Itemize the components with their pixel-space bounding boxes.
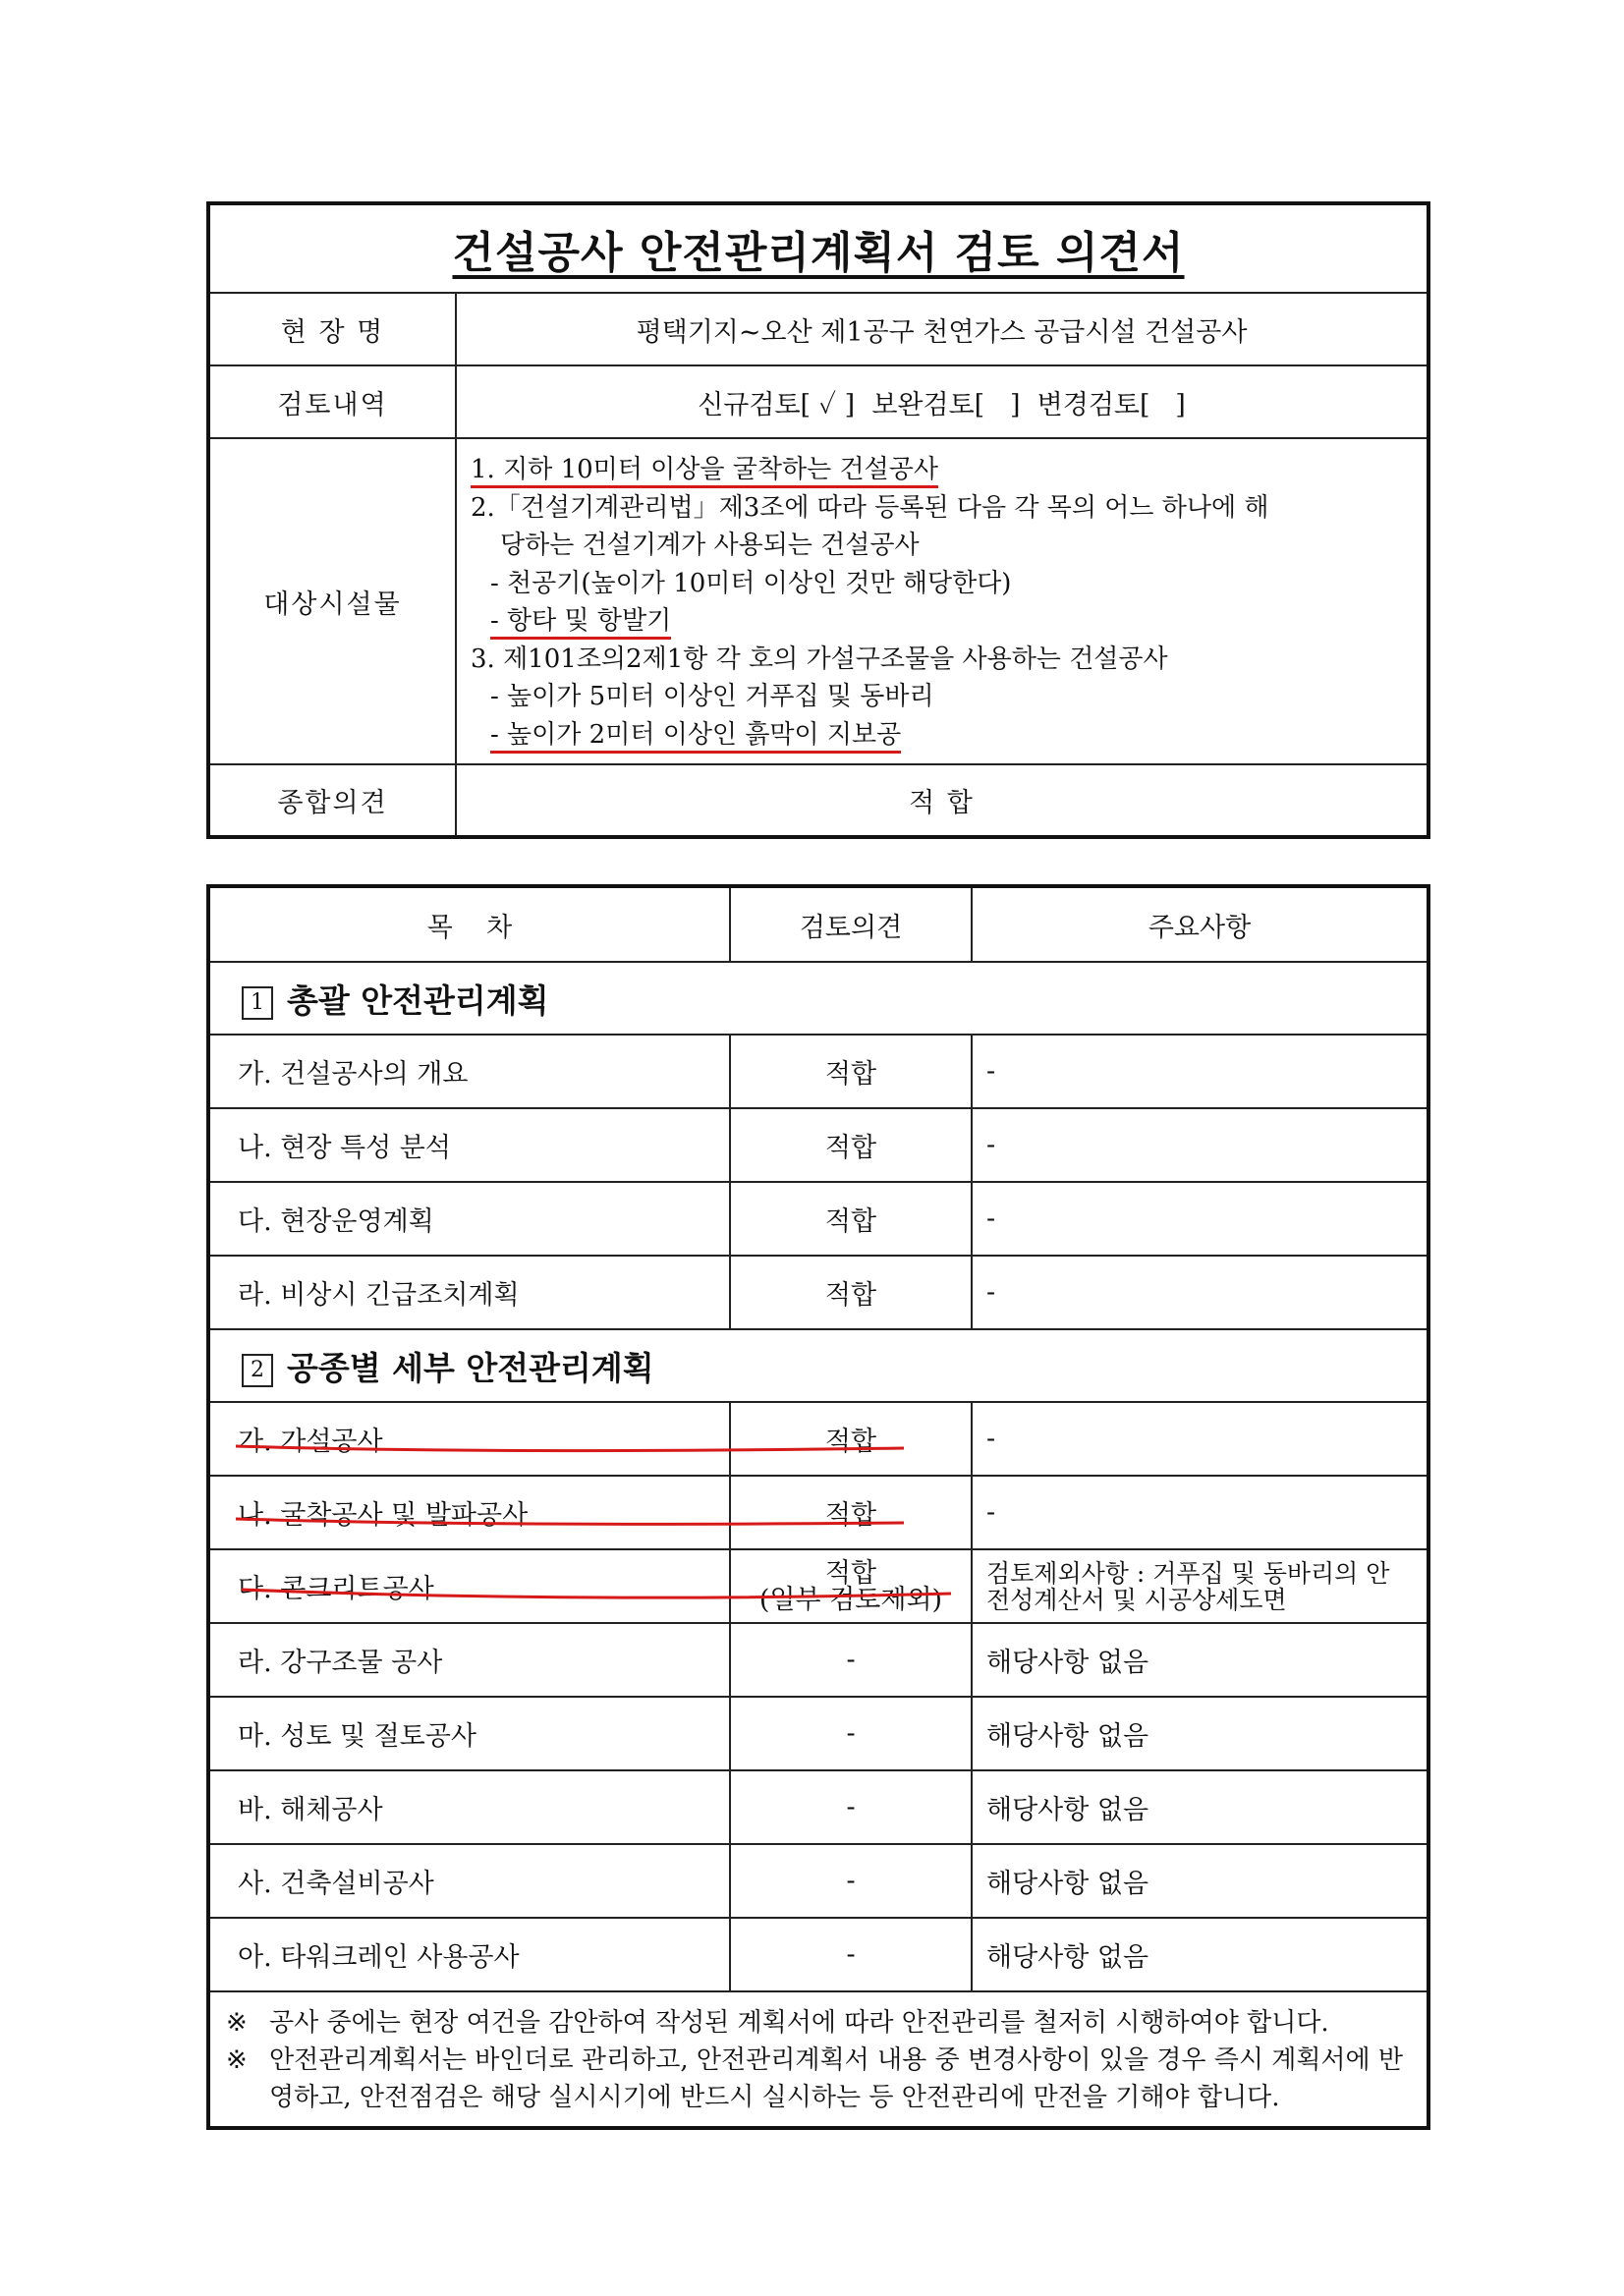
section-title: 공종별 세부 안전관리계획 [287,1348,654,1387]
target-facility-label: 대상시설물 [208,438,456,764]
overall-opinion-label: 종합의견 [208,764,456,837]
target-item: 1. 지하 10미터 이상을 굴착하는 건설공사 [471,455,938,488]
row-note: - [972,1035,1428,1108]
row-opinion: - [730,1918,972,1991]
row-item: 나. 현장 특성 분석 [208,1108,730,1182]
note-text: 안전관리계획서는 바인더로 관리하고, 안전관리계획서 내용 중 변경사항이 있을 경우 즉시 계획서에 반영하고, 안전점검은 해당 실시시기에 반드시 실시하는 등 안전관리에 만전을 기해야 합니다. [269,2045,1404,2112]
section-heading [208,962,1428,1035]
row-opinion: - [730,1770,972,1844]
header-opinion: 검토의견 [730,886,972,962]
site-name: 평택기지~오산 제1공구 천연가스 공급시설 건설공사 [456,293,1428,365]
document-title: 건설공사 안전관리계획서 검토 의견서 [452,228,1185,278]
section-heading [208,1329,1428,1402]
target-item: - 높이가 5미터 이상인 거푸집 및 동바리 [490,682,934,711]
note-line: 검토제외사항 : 거푸집 및 동바리의 안 [986,1558,1390,1588]
table-row [208,1256,1428,1329]
section-title: 총괄 안전관리계획 [287,980,549,1020]
review-summary-table [206,201,1430,839]
target-item: 3. 제101조의2제1항 각 호의 가설구조물을 사용하는 건설공사 [471,644,1168,674]
row-note: - [972,1402,1428,1476]
row-note: - [972,1256,1428,1329]
table-row [208,1035,1428,1108]
row-opinion: 적합 [730,1256,972,1329]
row-item: 다. 콘크리트공사 [208,1549,730,1623]
review-detail-table [206,884,1430,2130]
row-item: 바. 해체공사 [208,1770,730,1844]
row-note: 해당사항 없음 [972,1844,1428,1918]
row-item: 라. 강구조물 공사 [208,1623,730,1697]
row-note: 해당사항 없음 [972,1623,1428,1697]
opinion-main: 적합 [824,1557,877,1589]
row-item: 라. 비상시 긴급조치계획 [208,1256,730,1329]
table-row [208,1623,1428,1697]
row-note: 해당사항 없음 [972,1770,1428,1844]
overall-opinion-value: 적 합 [456,764,1428,837]
row-item: 사. 건축설비공사 [208,1844,730,1918]
target-item: - 높이가 2미터 이상인 흙막이 지보공 [490,720,901,754]
row-opinion: 적합 [730,1182,972,1256]
note-symbol: ※ [226,2008,248,2038]
review-type-label: 검토내역 [208,365,456,438]
table-row [208,1697,1428,1770]
row-opinion: 적합 [730,1108,972,1182]
table-row [208,1918,1428,1991]
section-number-box: 2 [242,1354,273,1387]
table-row [208,1182,1428,1256]
header-contents: 목 차 [208,886,730,962]
row-item: 가. 건설공사의 개요 [208,1035,730,1108]
table-row [208,1108,1428,1182]
note-text: 공사 중에는 현장 여건을 감안하여 작성된 계획서에 따라 안전관리를 철저히 시행하여야 합니다. [269,2008,1329,2038]
row-opinion: 적합 [730,1402,972,1476]
opinion-sub: (일부 검토제외) [758,1584,943,1615]
table-row [208,1770,1428,1844]
target-item: 당하는 건설기계가 사용되는 건설공사 [500,531,920,560]
site-label: 현 장 명 [208,293,456,365]
review-type-value: 신규검토[ ✓ ] 보완검토[ ] 변경검토[ ] [456,365,1428,438]
table-row [208,1844,1428,1918]
note-line: 전성계산서 및 시공상세도면 [986,1585,1287,1614]
title-cell [208,203,1428,293]
row-item: 아. 타워크레인 사용공사 [208,1918,730,1991]
row-item: 가. 가설공사 [208,1402,730,1476]
row-opinion: 적합 [730,1476,972,1549]
row-note [972,1549,1428,1623]
row-item: 마. 성토 및 절토공사 [208,1697,730,1770]
footnote [226,2004,1411,2042]
footnote [226,2042,1411,2116]
row-note: 해당사항 없음 [972,1697,1428,1770]
target-item: - 천공기(높이가 10미터 이상인 것만 해당한다) [490,568,1012,598]
row-note: 해당사항 없음 [972,1918,1428,1991]
header-notes: 주요사항 [972,886,1428,962]
target-item: 2.「건설기계관리법」제3조에 따라 등록된 다음 각 목의 어느 하나에 해 [471,492,1269,523]
row-item: 나. 굴착공사 및 발파공사 [208,1476,730,1549]
row-note: - [972,1182,1428,1256]
row-opinion [730,1549,972,1623]
section-number-box: 1 [242,986,273,1020]
row-opinion: - [730,1623,972,1697]
row-note: - [972,1476,1428,1549]
target-item: - 항타 및 항발기 [490,606,671,640]
row-opinion: - [730,1844,972,1918]
table-row [208,1549,1428,1623]
target-facility-list [456,438,1428,764]
note-symbol: ※ [226,2045,248,2075]
row-note: - [972,1108,1428,1182]
row-opinion: 적합 [730,1035,972,1108]
row-item: 다. 현장운영계획 [208,1182,730,1256]
table-row [208,1476,1428,1549]
footnotes [208,1991,1428,2128]
table-row [208,1402,1428,1476]
row-opinion: - [730,1697,972,1770]
